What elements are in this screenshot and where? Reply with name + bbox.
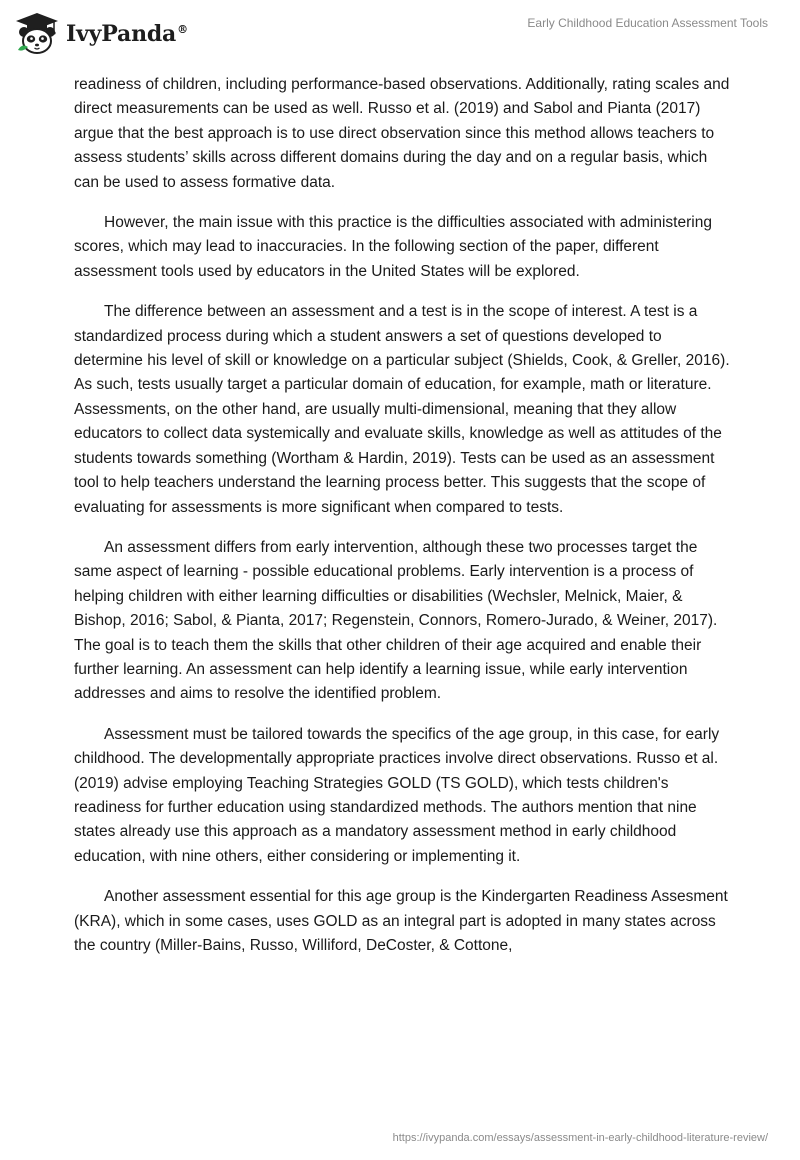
brand-name: IvyPanda® (66, 21, 188, 47)
brand-logo[interactable] (14, 10, 188, 56)
paragraph: However, the main issue with this practice is the difficulties associated with administering scores, which may lead to inaccuracies. In the following section of the paper, different assessment tools used by educators in the United States will be explored. (74, 214, 712, 280)
essay-body (74, 73, 730, 974)
brand-registered-mark: ® (177, 22, 188, 36)
page-header (0, 0, 800, 70)
source-url[interactable]: https://ivypanda.com/essays/assessment-in-early-childhood-literature-review/ (392, 1132, 768, 1144)
document-title: Early Childhood Education Assessment Tools (527, 16, 768, 30)
paragraph: The difference between an assessment and a test is in the scope of interest. A test is a standardized process during which a student answers a set of questions developed to determine his level of skill or knowledge on a particular subject (Shields, Cook, & Greller, 2016). As such, tests usually target a particular domain of education, for example, math or literature. Assessments, on the other hand, are usually multi-dimensional, meaning that they allow educators to collect data systemically and evaluate skills, knowledge as well as attitudes of the students towards something (Wortham & Hardin, 2019). Tests can be used as an assessment tool to help teachers understand the learning process better. This suggests that the scope of evaluating for assessments is more significant when compared to tests. (74, 303, 730, 516)
paragraph: Assessment must be tailored towards the specifics of the age group, in this case, for early childhood. The developmentally appropriate practices involve direct observations. Russo et al. (2019) advise employing Teaching Strategies GOLD (TS GOLD), which tests children's readiness for further education using standardized methods. The authors mention that nine states already use this approach as a mandatory assessment method in early childhood education, with nine others, either considering or implementing it. (74, 725, 720, 865)
paragraph: readiness of children, including performance-based observations. Additionally, rating scales and direct measurements can be used as well. Russo et al. (2019) and Sabol and Pianta (2017) argue that the best approach is to use direct observation since this method allows teachers to assess students’ skills across different domains during the day and on a regular basis, which can be used to assess formative data. (74, 76, 730, 191)
panda-logo-icon (14, 10, 60, 56)
paragraph: An assessment differs from early intervention, although these two processes target the same aspect of learning - possible educational problems. Early intervention is a process of helping children with either learning difficulties or disabilities (Wechsler, Melnick, Maier, & Bishop, 2016; Sabol, & Pianta, 2017; Regenstein, Connors, Romero-Jurado, & Weiner, 2017). The goal is to teach them the skills that other children of their age acquired and enable their further learning. An assessment can help identify a learning issue, while early intervention addresses and aims to resolve the identified problem. (74, 538, 718, 703)
paragraph: Another assessment essential for this age group is the Kindergarten Readiness Assesment (KRA), which in some cases, uses GOLD as an integral part is adopted in many states across the country (Miller-Bains, Russo, Williford, DeCoster, & Cottone, (74, 888, 728, 954)
